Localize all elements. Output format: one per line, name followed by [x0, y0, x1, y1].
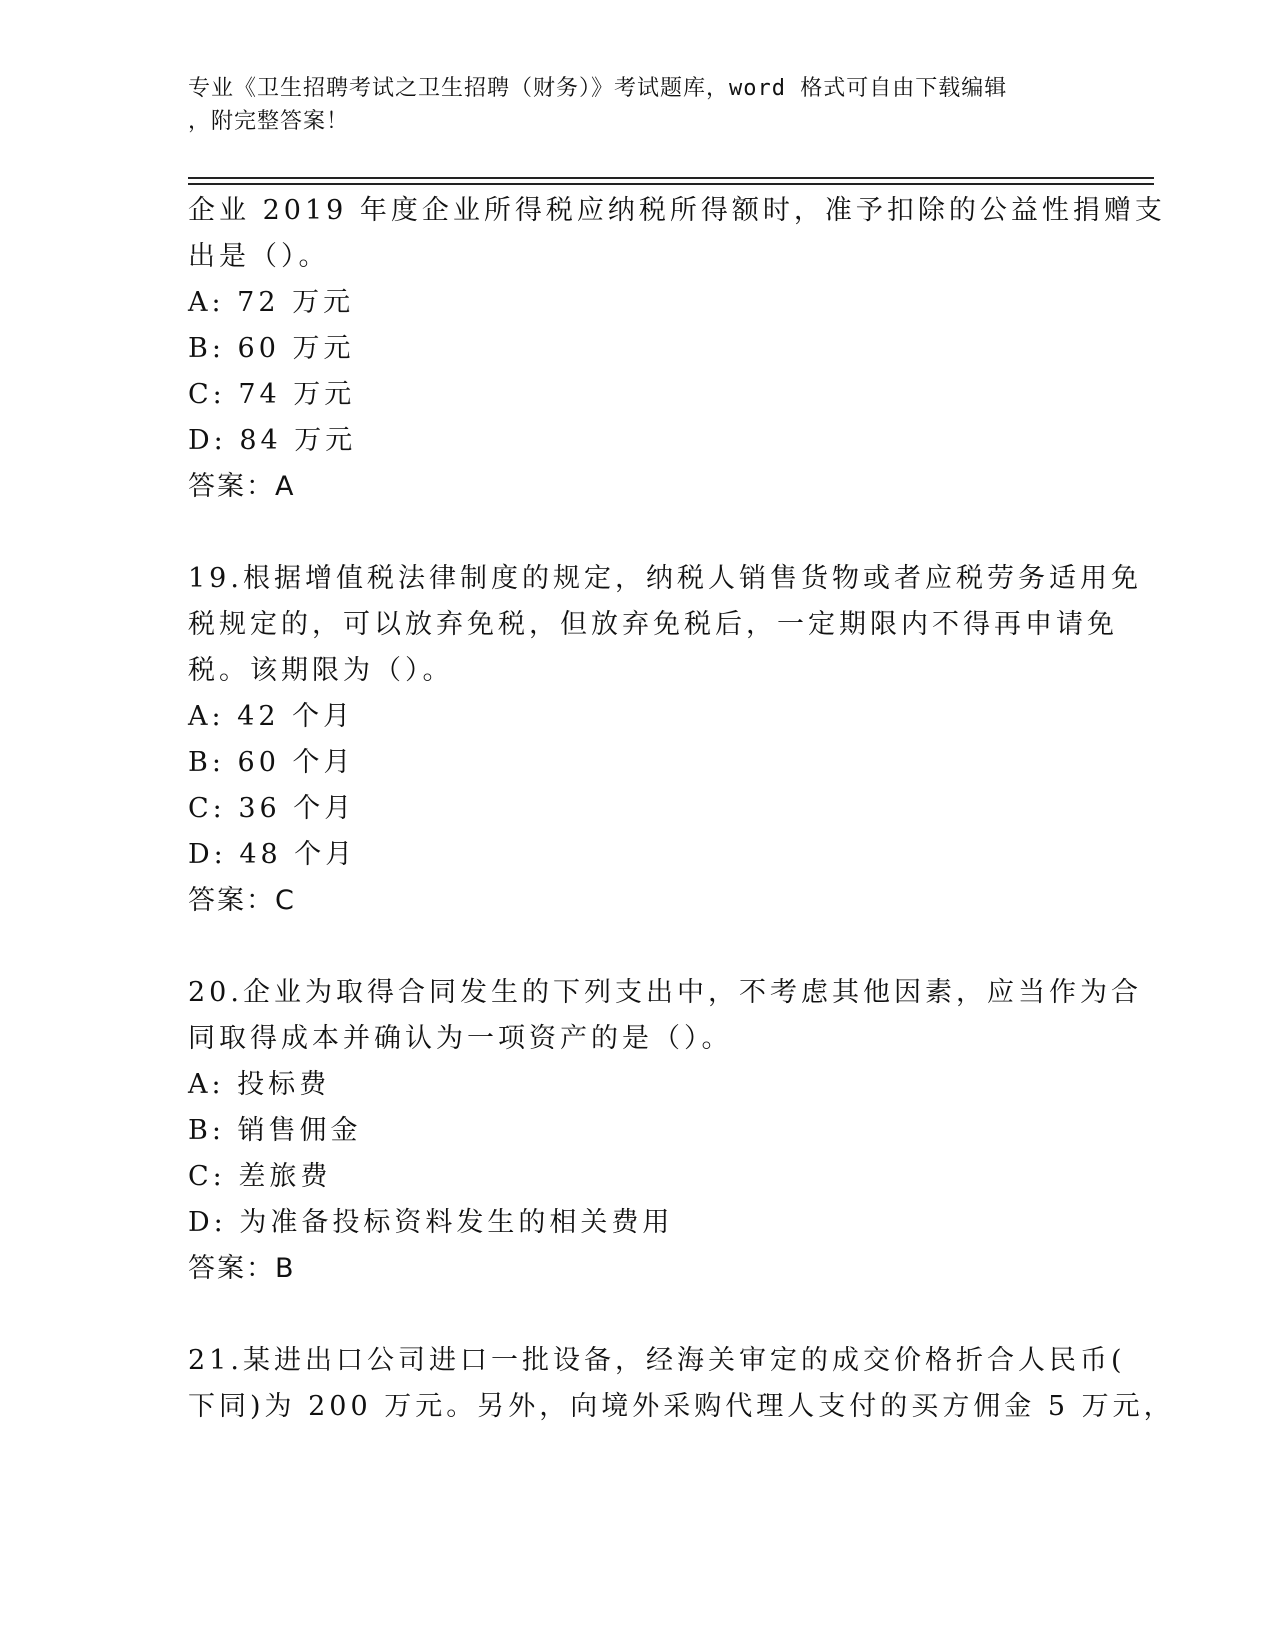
option-b: B: 60 个月 — [188, 747, 355, 778]
question-19 — [188, 556, 1142, 924]
spacer — [188, 510, 1088, 556]
answer-line: 答案：A — [188, 471, 296, 502]
question-21 — [188, 1338, 1175, 1430]
question-stem-line: 税。该期限为（）。 — [188, 655, 454, 686]
question-stem-line: 企业 2019 年度企业所得税应纳税所得额时，准予扣除的公益性捐赠支 — [188, 195, 1166, 226]
option-b: B: 60 万元 — [188, 333, 355, 364]
answer-line: 答案：B — [188, 1253, 296, 1284]
header-line-2: ，附完整答案！ — [188, 109, 350, 134]
option-d: D: 为准备投标资料发生的相关费用 — [188, 1207, 674, 1238]
header-divider-bottom — [188, 183, 1154, 185]
spacer — [188, 924, 1088, 970]
question-stem-line: 21.某进出口公司进口一批设备，经海关审定的成交价格折合人民币( — [188, 1345, 1126, 1376]
question-content — [188, 188, 1175, 1430]
option-a: A: 72 万元 — [188, 287, 355, 318]
question-stem-line: 同取得成本并确认为一项资产的是（）。 — [188, 1023, 733, 1054]
question-stem-line: 下同)为 200 万元。另外，向境外采购代理人支付的买方佣金 5 万元， — [188, 1391, 1175, 1422]
option-c: C: 74 万元 — [188, 379, 356, 410]
question-20 — [188, 970, 1142, 1292]
question-stem-line: 20.企业为取得合同发生的下列支出中，不考虑其他因素，应当作为合 — [188, 977, 1142, 1008]
option-a: A: 42 个月 — [188, 701, 355, 732]
option-b: B: 销售佣金 — [188, 1115, 362, 1146]
question-stem-line: 19.根据增值税法律制度的规定，纳税人销售货物或者应税劳务适用免 — [188, 563, 1142, 594]
answer-line: 答案：C — [188, 885, 296, 916]
question-18 — [188, 188, 1166, 510]
option-d: D: 48 个月 — [188, 839, 357, 870]
question-stem-line: 出是（）。 — [188, 241, 330, 272]
spacer — [188, 1292, 1088, 1338]
document-header — [188, 72, 1068, 138]
option-c: C: 差旅费 — [188, 1161, 332, 1192]
header-line-1: 专业《卫生招聘考试之卫生招聘（财务）》考试题库，word 格式可自由下载编辑 — [188, 76, 1008, 101]
option-c: C: 36 个月 — [188, 793, 356, 824]
option-d: D: 84 万元 — [188, 425, 357, 456]
header-divider-top — [188, 177, 1154, 179]
question-stem-line: 税规定的，可以放弃免税，但放弃免税后，一定期限内不得再申请免 — [188, 609, 1118, 640]
option-a: A: 投标费 — [188, 1069, 331, 1100]
